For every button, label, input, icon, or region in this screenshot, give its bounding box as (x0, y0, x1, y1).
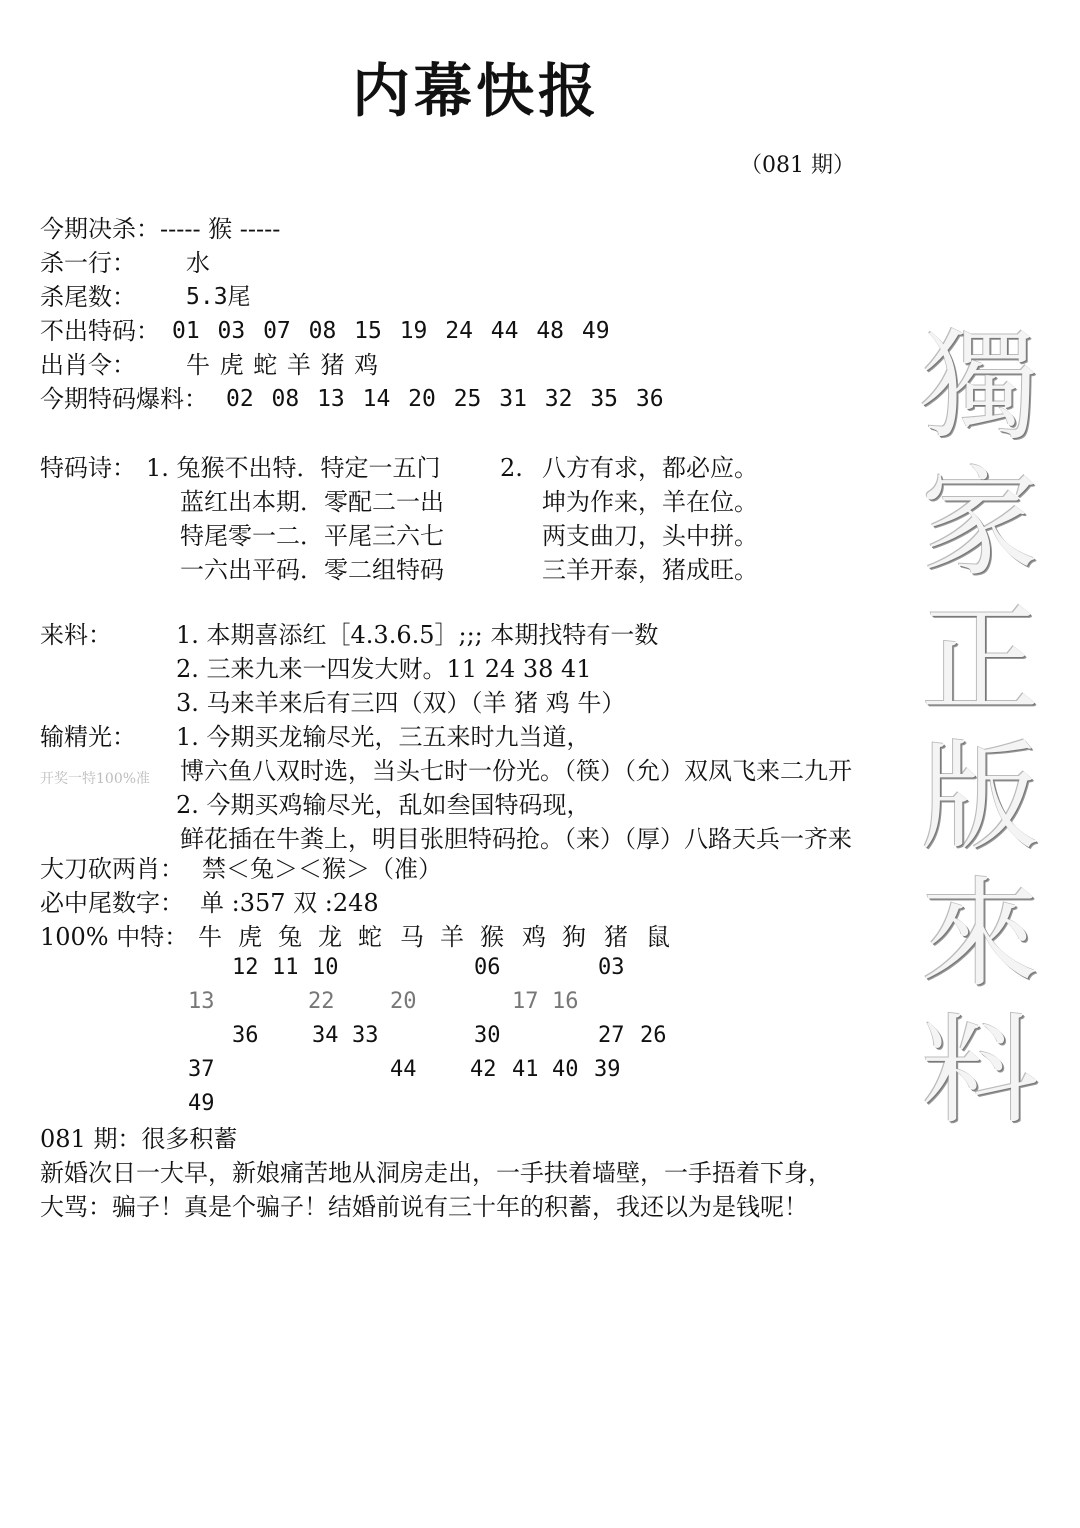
kill-element-value: 水 (186, 249, 210, 277)
poem-right-line: 两支曲刀，头中拼。 (542, 522, 758, 550)
zodiac-number: 37 (188, 1057, 215, 1082)
side-char: 家 (920, 454, 1039, 592)
source-label: 来料： (40, 621, 112, 649)
lose-label: 输精光： (40, 723, 136, 751)
lose-line: 2. 今期买鸡输尽光，乱如叁国特码现， (176, 791, 591, 819)
side-char: 料 (920, 1002, 1039, 1140)
poem-right-line: 三羊开泰，猪成旺。 (542, 556, 758, 584)
zodiac-number: 44 (390, 1057, 417, 1082)
lose-line: 鲜花插在牛粪上，明目张胆特码抢。（来）（厚）八路天兵一齐来 (180, 825, 852, 853)
burst-value: 02 08 13 14 20 25 31 32 35 36 (226, 386, 664, 412)
zodiac-number: 12 (232, 955, 259, 980)
zodiac-header: 虎 (238, 923, 262, 951)
side-char: 來 (920, 865, 1039, 1003)
zodiac-number: 13 (188, 989, 215, 1014)
zodiac-header: 牛 (198, 923, 222, 951)
poem-left-line: 蓝红出本期．零配二一出 (180, 488, 444, 516)
poem-label: 特码诗： (40, 454, 136, 482)
zodiac-out-value: 牛 虎 蛇 羊 猪 鸡 (186, 351, 379, 379)
issue-number: （081 期） (740, 153, 855, 178)
zodiac-number: 34 (312, 1023, 339, 1048)
zodiac-number: 49 (188, 1091, 215, 1116)
kill-element-row (40, 246, 136, 280)
poem-left-line: 特尾零一二．平尾三六七 (180, 522, 444, 550)
kill-label: 今期决杀： (40, 215, 160, 243)
zodiac-number: 41 (512, 1057, 539, 1082)
kill-tail-label: 杀尾数： (40, 283, 136, 311)
joke-line: 新婚次日一大早，新娘痛苦地从洞房走出，一手扶着墙壁，一手捂着下身， (40, 1159, 832, 1187)
tail-digits-label: 必中尾数字： (40, 889, 184, 917)
page-title: 内幕快报 (352, 57, 601, 125)
zodiac-number: 03 (598, 955, 625, 980)
poem-right-prefix: 2. (500, 454, 523, 482)
source-line: 1. 本期喜添红［4.3.6.5］;;; 本期找特有一数 (176, 621, 659, 649)
zodiac-header: 羊 (440, 923, 464, 951)
source-line: 3. 马来羊来后有三四（双）（羊 猪 鸡 牛） (176, 689, 626, 717)
zodiac-number: 17 (512, 989, 539, 1014)
joke-title: 081 期：很多积蓄 (40, 1125, 238, 1153)
side-char: 版 (920, 728, 1039, 866)
not-out-label: 不出特码： (40, 317, 160, 345)
poem-right-line: 八方有求，都必应。 (542, 454, 758, 482)
zodiac-number: 16 (552, 989, 579, 1014)
zodiac-number: 11 (272, 955, 299, 980)
not-out-value: 01 03 07 08 15 19 24 44 48 49 (172, 318, 610, 344)
zodiac-header: 龙 (318, 923, 342, 951)
lose-line: 1. 今期买龙输尽光，三五来时九当道， (176, 723, 591, 751)
zodiac-header: 狗 (562, 923, 586, 951)
zodiac-header: 鼠 (646, 923, 670, 951)
zodiac-number: 39 (594, 1057, 621, 1082)
kill-tail-value: 5.3尾 (186, 284, 251, 310)
poem-right-line: 坤为作来，羊在位。 (542, 488, 758, 516)
zodiac-header: 猪 (604, 923, 628, 951)
lose-line: 博六鱼八双时选，当头七时一份光。（筷）（允）双凤飞来二九开 (180, 757, 852, 785)
zodiac-number: 06 (474, 955, 501, 980)
burst-label: 今期特码爆料： (40, 385, 208, 413)
source-line: 2. 三来九来一四发大财。11 24 38 41 (176, 655, 592, 683)
poem-left-line: 1. 兔猴不出特．特定一五门 (146, 454, 441, 482)
side-char: 獨 (920, 317, 1039, 455)
zodiac-header: 鸡 (522, 923, 546, 951)
zodiac-number: 27 (598, 1023, 625, 1048)
kill-row (40, 212, 280, 246)
zodiac-number: 40 (552, 1057, 579, 1082)
overlay-text: 开奖一特100%准 (40, 771, 151, 787)
zodiac-number: 33 (352, 1023, 379, 1048)
kill-value: ----- 猴 ----- (160, 215, 281, 243)
zodiac-number: 22 (308, 989, 335, 1014)
zodiac-header: 猴 (480, 923, 504, 951)
poem-left-line: 一六出平码．零二组特码 (180, 556, 444, 584)
zodiac-number: 42 (470, 1057, 497, 1082)
joke-line: 大骂：骗子！真是个骗子！结婚前说有三十年的积蓄，我还以为是钱呢！ (40, 1193, 808, 1221)
zodiac-number: 10 (312, 955, 339, 980)
zodiac-number: 26 (640, 1023, 667, 1048)
zodiac-number: 36 (232, 1023, 259, 1048)
side-banner (905, 318, 1055, 1140)
side-char: 正 (920, 591, 1039, 729)
hundred-label: 100% 中特： (40, 923, 189, 951)
zodiac-number: 30 (474, 1023, 501, 1048)
zodiac-header: 兔 (278, 923, 302, 951)
zodiac-header: 蛇 (358, 923, 382, 951)
big-knife-value: 禁＜兔＞＜猴＞（准） (202, 855, 442, 883)
tail-digits-value: 单 :357 双 :248 (200, 889, 379, 917)
zodiac-out-label: 出肖令： (40, 351, 136, 379)
zodiac-header: 马 (400, 923, 424, 951)
zodiac-number: 20 (390, 989, 417, 1014)
kill-element-label: 杀一行： (40, 249, 136, 277)
big-knife-label: 大刀砍两肖： (40, 855, 184, 883)
